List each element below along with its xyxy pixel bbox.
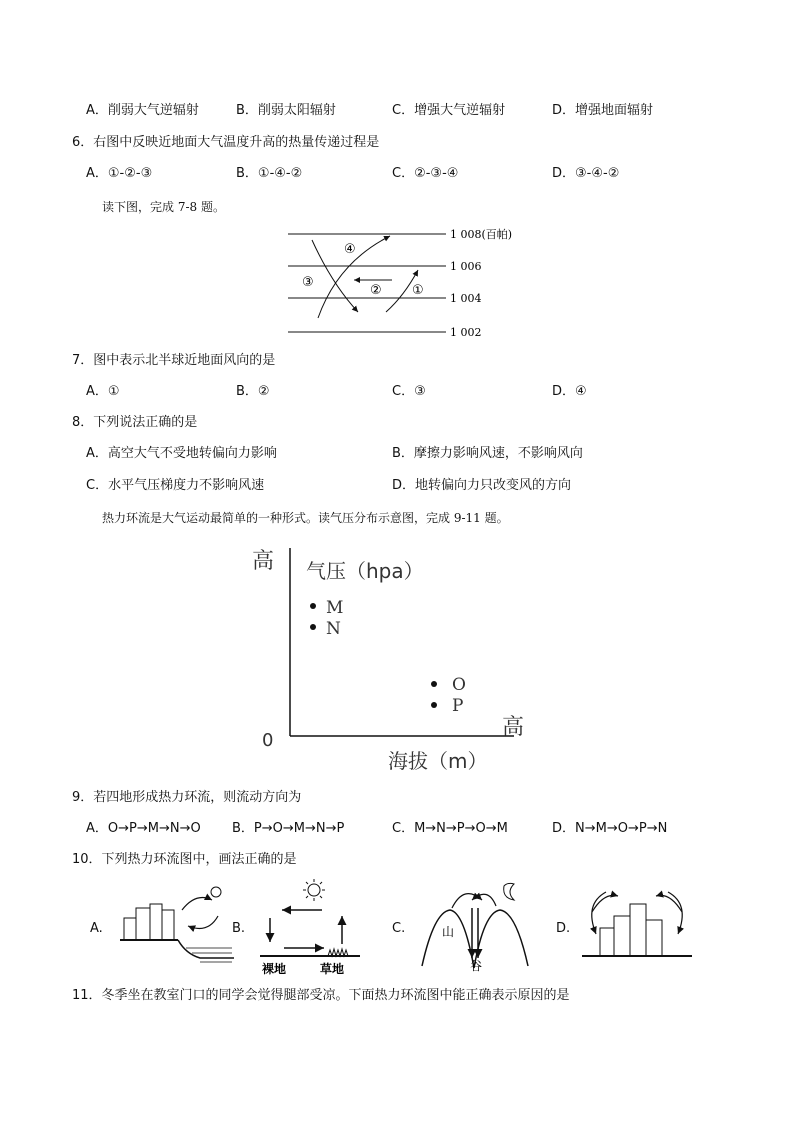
point-m-dot	[310, 603, 316, 609]
q9-option-c: C．M→N→P→O→M	[392, 821, 508, 836]
point-n-dot	[310, 624, 316, 630]
point-p-dot	[431, 702, 437, 708]
point-o-label: O	[452, 675, 466, 695]
isobar-label-1006: 1 006	[450, 260, 482, 273]
building	[646, 920, 662, 956]
marker-4: ④	[344, 242, 356, 257]
x-axis-title: 海拔（m）	[388, 749, 488, 773]
q9-option-d: D．N→M→O→P→N	[552, 821, 668, 836]
q10-option-a: A.	[90, 921, 103, 936]
q7-option-a: A．①	[86, 384, 120, 399]
q10-stem: 10．下列热力环流图中，画法正确的是	[72, 852, 297, 867]
isobar-figure	[280, 222, 520, 344]
q8-option-d: D．地转偏向力只改变风的方向	[392, 478, 572, 493]
q8-option-b: B．摩擦力影响风速，不影响风向	[392, 446, 583, 461]
q10-option-b: B.	[232, 921, 246, 936]
q10-diagram-b	[256, 876, 366, 978]
q6-option-c: C．②-③-④	[392, 166, 459, 181]
pressure-chart	[246, 538, 536, 778]
q5-option-b: B．削弱太阳辐射	[236, 103, 336, 118]
q9-option-a: A．O→P→M→N→O	[86, 821, 201, 836]
point-p-label: P	[452, 696, 464, 716]
q7-option-b: B．②	[236, 384, 270, 399]
q5-option-a: A．削弱大气逆辐射	[86, 103, 199, 118]
valley-label: 谷	[470, 959, 483, 973]
grassland-label: 草地	[320, 962, 345, 976]
mountain-label: 山	[442, 925, 455, 939]
building	[124, 918, 136, 940]
building	[600, 928, 614, 956]
q8-stem: 8．下列说法正确的是	[72, 415, 198, 430]
isobar-label-1002: 1 002	[450, 326, 482, 339]
point-n-label: N	[326, 619, 341, 639]
q8-option-a: A．高空大气不受地转偏向力影响	[86, 446, 277, 461]
marker-2: ②	[370, 283, 382, 298]
sun-icon	[308, 884, 320, 896]
building	[630, 904, 646, 956]
q7-option-c: C．③	[392, 384, 426, 399]
marker-3: ③	[302, 275, 314, 290]
circulation-arrow	[188, 916, 218, 928]
q10-diagram-a	[116, 878, 236, 974]
q8-option-c: C．水平气压梯度力不影响风速	[86, 478, 265, 493]
circulation-arrow	[182, 898, 212, 910]
q10-option-d: D.	[556, 921, 571, 936]
q6-option-d: D．③-④-②	[552, 166, 620, 181]
q11-stem: 11．冬季坐在教室门口的同学会觉得腿部受凉。下面热力环流图中能正确表示原因的是	[72, 988, 570, 1003]
sun-rays	[303, 879, 325, 901]
q5-option-c: C．增强大气逆辐射	[392, 103, 506, 118]
building	[136, 908, 150, 940]
isobar-label-1004: 1 004	[450, 292, 482, 305]
q10-diagram-d	[578, 882, 696, 972]
moon-icon	[504, 883, 514, 900]
intro-9-11: 热力环流是大气运动最简单的一种形式。读气压分布示意图，完成 9-11 题。	[102, 511, 509, 525]
bare-land-label: 裸地	[262, 962, 287, 976]
q7-option-d: D．④	[552, 384, 587, 399]
point-m-label: M	[326, 598, 344, 618]
q10-option-c: C.	[392, 921, 406, 936]
intro-7-8: 读下图，完成 7-8 题。	[102, 200, 225, 214]
sun-icon	[211, 887, 221, 897]
q5-option-d: D．增强地面辐射	[552, 103, 654, 118]
point-o-dot	[431, 681, 437, 687]
isobar-label-1008: 1 008(百帕)	[450, 228, 513, 241]
circulation-arrow	[592, 895, 618, 912]
q7-stem: 7．图中表示北半球近地面风向的是	[72, 353, 276, 368]
marker-1: ①	[412, 283, 424, 298]
q10-diagram-c	[416, 872, 536, 976]
q9-option-b: B．P→O→M→N→P	[232, 821, 345, 836]
q6-stem: 6．右图中反映近地面大气温度升高的热量传递过程是	[72, 135, 380, 150]
origin-label: 0	[262, 730, 274, 751]
q6-option-b: B．①-④-②	[236, 166, 303, 181]
circulation-arrow	[656, 895, 682, 912]
grass-icon	[328, 949, 348, 956]
y-axis-title: 气压（hpa）	[306, 559, 424, 583]
building	[150, 904, 162, 940]
y-axis-high-label: 高	[252, 549, 275, 574]
q6-option-a: A．①-②-③	[86, 166, 153, 181]
q9-stem: 9．若四地形成热力环流，则流动方向为	[72, 790, 302, 805]
building	[614, 916, 630, 956]
shore-line	[178, 940, 234, 958]
building	[162, 910, 174, 940]
x-axis-high-label: 高	[502, 715, 525, 740]
